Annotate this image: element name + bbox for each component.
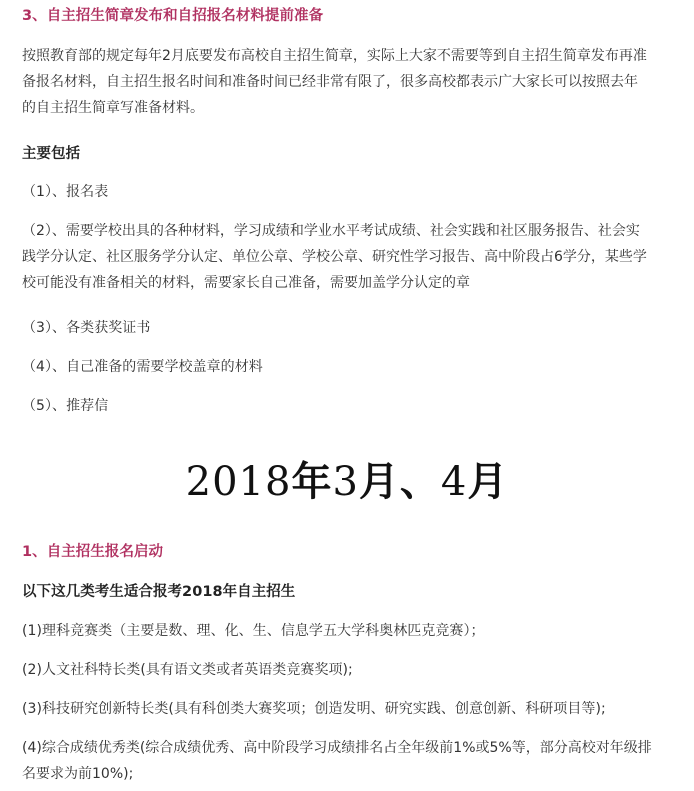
list-item-line: 校可能没有准备相关的材料，需要家长自己准备，需要加盖学分认定的章 xyxy=(22,275,470,291)
list-item-2 xyxy=(22,218,692,296)
list-item: （3）、各类获奖证书 xyxy=(22,320,151,336)
section3-intro xyxy=(22,43,692,121)
date-banner xyxy=(0,452,694,512)
date-month-1: 3 xyxy=(332,459,359,505)
list-item: （1）、报名表 xyxy=(22,184,109,200)
date-year: 2018 xyxy=(185,459,292,505)
section1-subheading: 以下这几类考生适合报考2018年自主招生 xyxy=(22,584,296,600)
intro-line: 按照教育部的规定每年2月底要发布高校自主招生简章，实际上大家不需要等到自主招生简章发布再准 xyxy=(22,48,647,64)
list-item: （5）、推荐信 xyxy=(22,398,109,414)
section1-heading: 1、自主招生报名启动 xyxy=(22,544,164,560)
date-month-2: 4 xyxy=(440,459,468,505)
date-nian: 年 xyxy=(291,458,333,505)
list-item: (3)科技研究创新特长类(具有科创类大赛奖项；创造发明、研究实践、创意创新、科研项目等); xyxy=(22,701,606,717)
list-item-line: 践学分认定、社区服务学分认定、单位公章、学校公章、研究性学习报告、高中阶段占6学分，某些学 xyxy=(22,249,647,265)
section3-heading: 3、自主招生简章发布和自招报名材料提前准备 xyxy=(22,8,324,24)
list-item: (2)人文社科特长类(具有语文类或者英语类竞赛奖项); xyxy=(22,662,353,678)
intro-line: 的自主招生简章写准备材料。 xyxy=(22,100,204,116)
date-yue-2: 月 xyxy=(467,458,509,505)
section3-subheading: 主要包括 xyxy=(22,146,81,162)
list-item: （4）、自己准备的需要学校盖章的材料 xyxy=(22,359,263,375)
list-item: (1)理科竞赛类（主要是数、理、化、生、信息学五大学科奥林匹克竞赛）； xyxy=(22,623,485,639)
date-yue-1: 月、 xyxy=(358,458,441,505)
list-item-line: 名要求为前10%); xyxy=(22,766,134,782)
intro-line: 备报名材料，自主招生报名时间和准备时间已经非常有限了，很多高校都表示广大家长可以按照去年 xyxy=(22,74,638,90)
list-item-4 xyxy=(22,735,692,787)
list-item-line: (4)综合成绩优秀类(综合成绩优秀、高中阶段学习成绩排名占全年级前1%或5%等，部分高校对年级排 xyxy=(22,740,652,756)
list-item-line: （2）、需要学校出具的各种材料，学习成绩和学业水平考试成绩、社会实践和社区服务报告、社会实 xyxy=(22,223,640,239)
